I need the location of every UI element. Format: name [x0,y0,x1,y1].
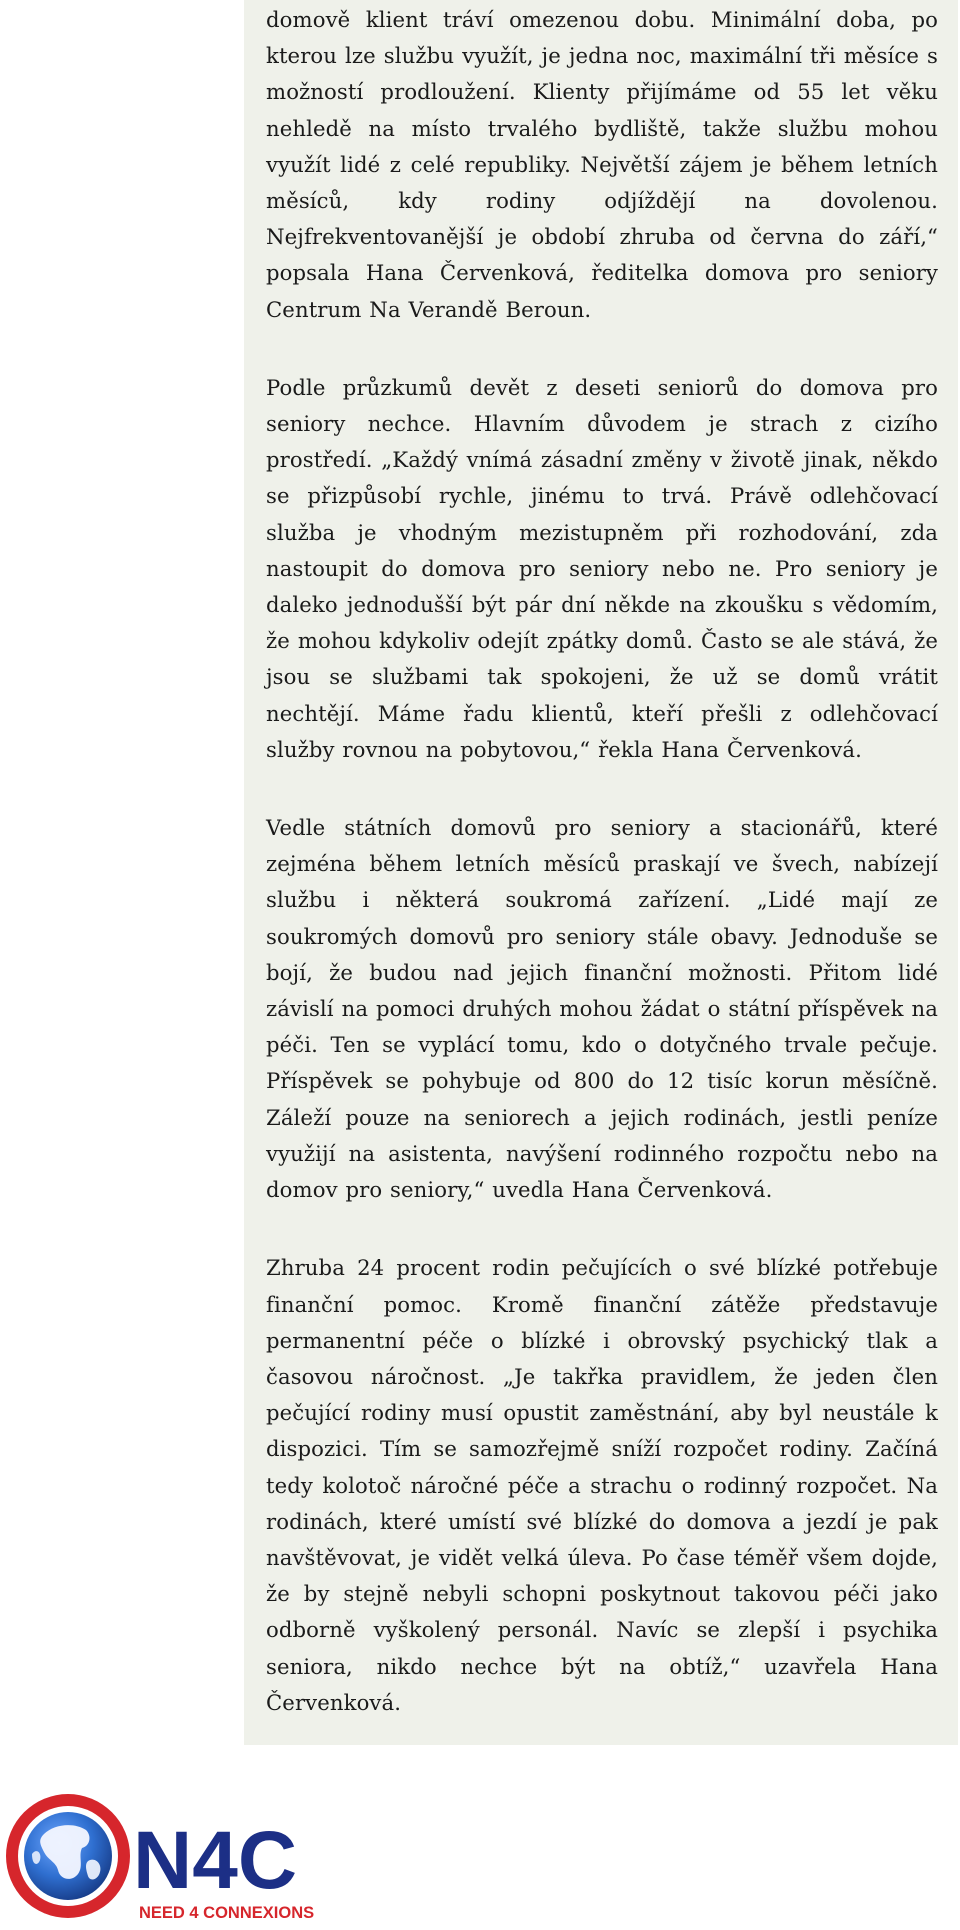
article-paragraph: Zhruba 24 procent rodin pečujících o své blízké potřebuje finanční pomoc. Kromě finanční zátěže představuje permanentní péče o blízké i obrovský psychický tlak a časovou náročnost. „Je takřka pravidlem, že jeden člen pečující rodiny musí opustit zaměstnání, aby byl neustále k dispozici. Tím se samozřejmě sníží rozpočet rodiny. Začíná tedy kolotoč náročné péče a strachu o rodinný rozpočet. Na rodinách, které umístí své blízké do domova a jezdí je pak navštěvovat, je vidět velká úleva. Po čase téměř všem dojde, že by stejně nebyli schopni poskytnout takovou péči jako odborně vyškolený personál. Navíc se zlepší i psychika seniora, nikdo nechce být na obtíž,“ uzavřela Hana Červenková. [266,1255,938,1715]
article-panel [244,0,958,1745]
logo-mark: N4C [133,1815,298,1906]
article-paragraph: Podle průzkumů devět z deseti seniorů do domova pro seniory nechce. Hlavním důvodem je strach z cizího prostředí. „Každý vnímá zásadní změny v životě jinak, někdo se přizpůsobí rychle, jinému to trvá. Právě odlehčovací služba je vhodným mezistupněm při rozhodování, zda nastoupit do domova pro seniory nebo ne. Pro seniory je daleko jednodušší být pár dní někde na zkoušku s vědomím, že mohou kdykoliv odejít zpátky domů. Často se ale stává, že jsou se službami tak spokojeni, že už se domů vrátit nechtějí. Máme řadu klientů, kteří přešli z odlehčovací služby rovnou na pobytovou,“ řekla Hana Červenková. [266,374,938,762]
logo-tagline: NEED 4 CONNEXIONS [139,1904,315,1922]
n4c-logo [2,1790,344,1926]
n4c-logo-graphic [2,1790,344,1926]
article-paragraph: domově klient tráví omezenou dobu. Minimální doba, po kterou lze službu využít, je jedna noc, maximální tři měsíce s možností prodloužení. Klienty přijímáme od 55 let věku nehledě na místo trvalého bydliště, takže službu mohou využít lidé z celé republiky. Největší zájem je během letních měsíců, kdy rodiny odjíždějí na dovolenou. Nejfrekventovanější je období zhruba od června do září,“ popsala Hana Červenková, ředitelka domova pro seniory Centrum Na Verandě Beroun. [266,7,938,322]
article-paragraph: Vedle státních domovů pro seniory a stacionářů, které zejména během letních měsíců praskají ve švech, nabízejí službu i některá soukromá zařízení. „Lidé mají ze soukromých domovů pro seniory stále obavy. Jednoduše se bojí, že budou nad jejich finanční možnosti. Přitom lidé závislí na pomoci druhých mohou žádat o státní příspěvek na péči. Ten se vyplácí tomu, kdo o dotyčného trvale pečuje. Příspěvek se pohybuje od 800 do 12 tisíc korun měsíčně. Záleží pouze na seniorech a jejich rodinách, jestli peníze využijí na asistenta, navýšení rodinného rozpočtu nebo na domov pro seniory,“ uvedla Hana Červenková. [266,815,938,1203]
globe-icon [6,1794,130,1918]
